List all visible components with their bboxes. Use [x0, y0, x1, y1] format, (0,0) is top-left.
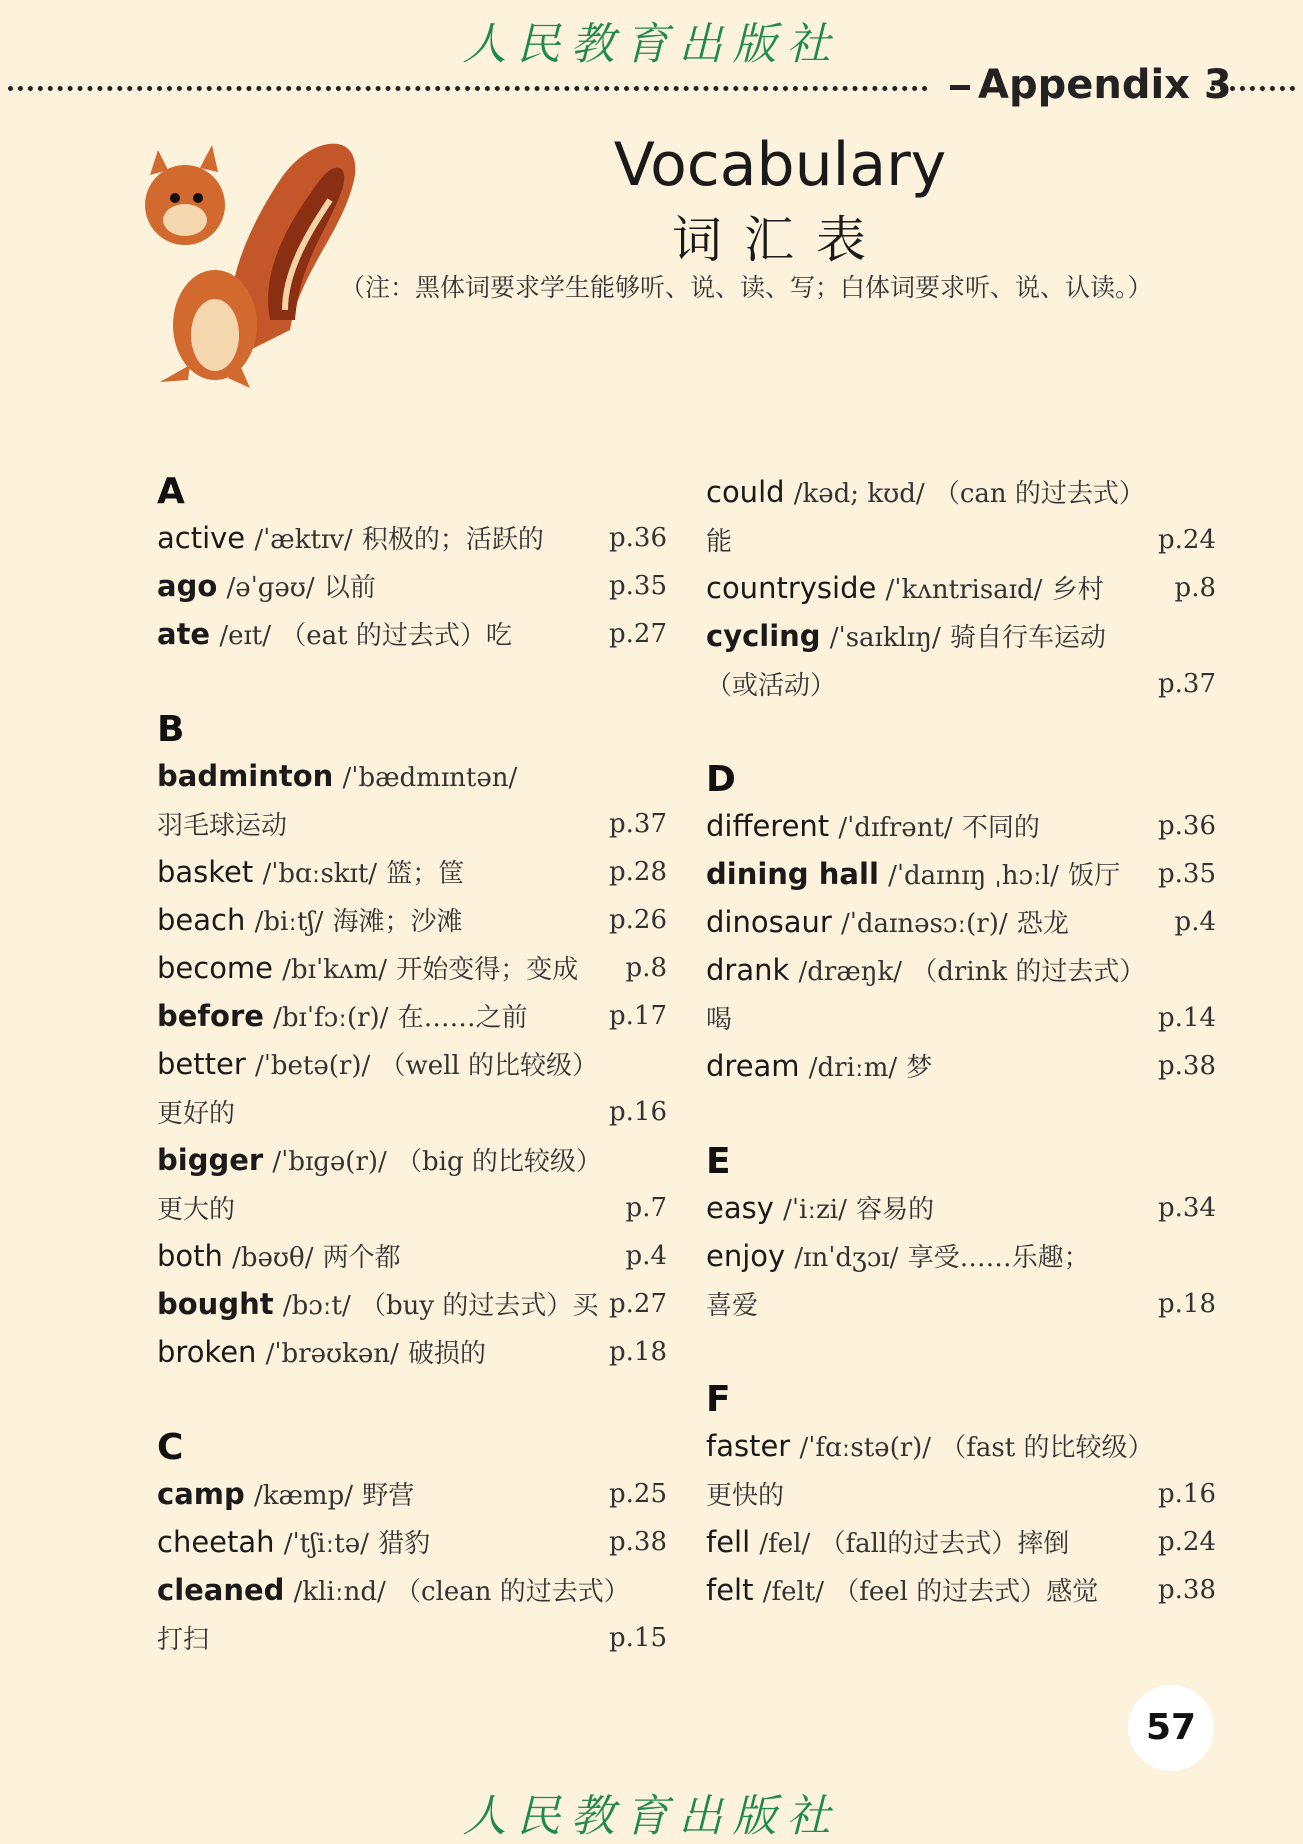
vocab-entry: camp /kæmp/ 野营 p.25 — [157, 1477, 667, 1511]
title-chinese: 词汇表 — [672, 211, 888, 269]
vocab-entry: different /ˈdɪfrənt/ 不同的 p.36 — [706, 809, 1216, 843]
vocab-entry: could /kəd; kʊd/ （can 的过去式） — [706, 475, 1145, 509]
page-number: 57 — [1128, 1685, 1214, 1771]
vocab-entry: cheetah /ˈtʃiːtə/ 猎豹 p.38 — [157, 1525, 667, 1559]
vocab-entry: ate /eɪt/ （eat 的过去式）吃 p.27 — [157, 617, 667, 651]
vocab-entry: broken /ˈbrəʊkən/ 破损的 p.18 — [157, 1335, 667, 1369]
vocab-entry: before /bɪˈfɔː(r)/ 在……之前 p.17 — [157, 999, 667, 1033]
vocab-entry: countryside /ˈkʌntrisaɪd/ 乡村 p.8 — [706, 571, 1216, 605]
vocab-entry: dinosaur /ˈdaɪnəsɔː(r)/ 恐龙 p.4 — [706, 905, 1216, 939]
vocab-entry: 喝 p.14 — [706, 1003, 1216, 1035]
vocab-entry: （或活动） p.37 — [706, 669, 1216, 701]
vocab-entry: 更好的 p.16 — [157, 1097, 667, 1129]
section-letter-b: B — [157, 709, 185, 750]
vocab-entry: cleaned /kliːnd/ （clean 的过去式） — [157, 1573, 630, 1607]
vocab-entry: both /bəʊθ/ 两个都 p.4 — [157, 1239, 667, 1273]
header-dotted-rule-left — [8, 86, 928, 91]
vocab-entry: basket /ˈbɑːskɪt/ 篮；筐 p.28 — [157, 855, 667, 889]
section-letter-e: E — [706, 1141, 731, 1182]
appendix-label: Appendix 3 — [950, 62, 1232, 108]
vocab-entry: drank /dræŋk/ （drink 的过去式） — [706, 953, 1146, 987]
section-letter-f: F — [706, 1379, 731, 1420]
vocab-entry: ago /əˈɡəʊ/ 以前 p.35 — [157, 569, 667, 603]
vocab-entry: bought /bɔːt/ （buy 的过去式）买 p.27 — [157, 1287, 667, 1321]
vocab-entry: active /ˈæktɪv/ 积极的；活跃的 p.36 — [157, 521, 667, 555]
section-letter-d: D — [706, 759, 736, 800]
vocab-entry: enjoy /ɪnˈdʒɔɪ/ 享受……乐趣； — [706, 1239, 1090, 1273]
publisher-logo-top: 人民教育出版社 — [462, 19, 841, 70]
vocab-entry: become /bɪˈkʌm/ 开始变得；变成 p.8 — [157, 951, 667, 985]
section-letter-c: C — [157, 1427, 184, 1468]
vocab-entry: easy /ˈiːzi/ 容易的 p.34 — [706, 1191, 1216, 1225]
vocab-entry: felt /felt/ （feel 的过去式）感觉 p.38 — [706, 1573, 1216, 1607]
squirrel-illustration — [130, 120, 370, 390]
vocab-entry: faster /ˈfɑːstə(r)/ （fast 的比较级） — [706, 1429, 1154, 1463]
header-dotted-rule-right — [1210, 86, 1295, 91]
vocab-entry: 羽毛球运动 p.37 — [157, 809, 667, 841]
publisher-logo-bottom: 人民教育出版社 — [462, 1791, 841, 1842]
vocab-entry: 能 p.24 — [706, 525, 1216, 557]
vocab-entry: 喜爱 p.18 — [706, 1289, 1216, 1321]
vocab-entry: dining hall /ˈdaɪnɪŋ ˌhɔːl/ 饭厅 p.35 — [706, 857, 1216, 891]
title-note: （注：黑体词要求学生能够听、说、读、写；白体词要求听、说、认读。） — [340, 273, 1153, 302]
vocab-entry: 更大的 p.7 — [157, 1193, 667, 1225]
vocab-column-right — [706, 468, 1216, 1614]
vocab-entry: fell /fel/ （fall的过去式）摔倒 p.24 — [706, 1525, 1216, 1559]
vocab-entry: 打扫 p.15 — [157, 1623, 667, 1655]
vocab-column-left — [157, 470, 667, 1662]
vocab-entry: better /ˈbetə(r)/ （well 的比较级） — [157, 1047, 598, 1081]
vocab-entry: badminton /ˈbædmɪntən/ — [157, 759, 518, 793]
section-letter-a: A — [157, 471, 185, 512]
vocab-entry: dream /driːm/ 梦 p.38 — [706, 1049, 1216, 1083]
vocab-entry: bigger /ˈbɪɡə(r)/ （big 的比较级） — [157, 1143, 602, 1177]
vocab-entry: 更快的 p.16 — [706, 1479, 1216, 1511]
title-english: Vocabulary — [613, 130, 947, 200]
vocab-entry: beach /biːtʃ/ 海滩；沙滩 p.26 — [157, 903, 667, 937]
vocab-entry: cycling /ˈsaɪklɪŋ/ 骑自行车运动 — [706, 619, 1106, 653]
